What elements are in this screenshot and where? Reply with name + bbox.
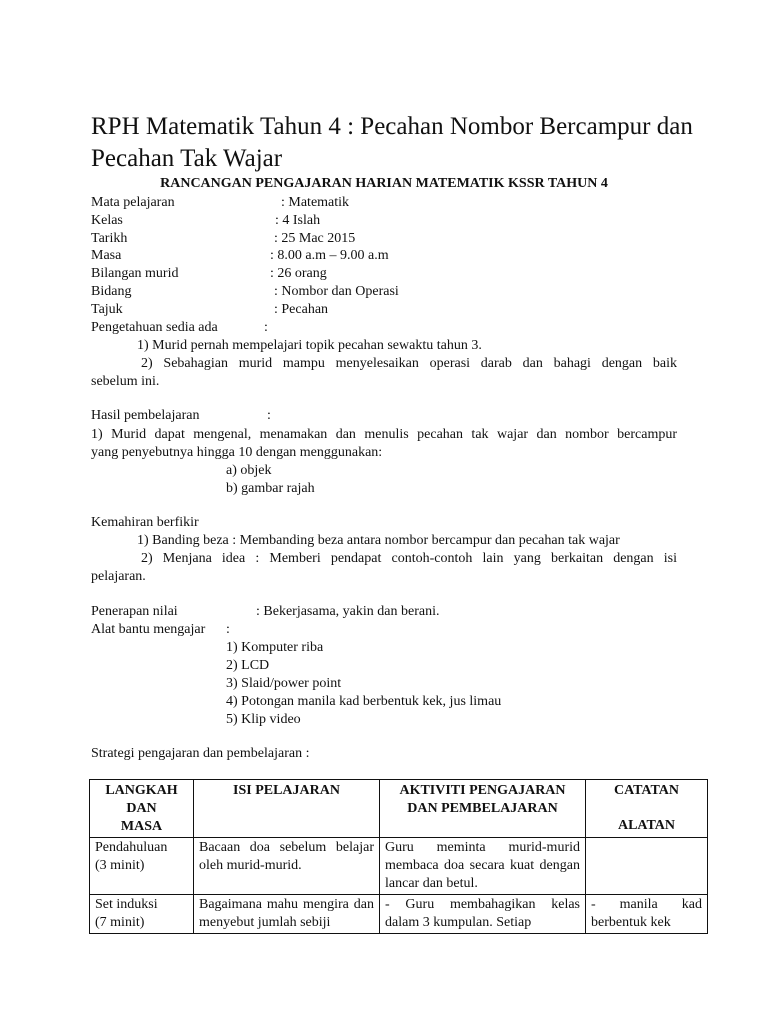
info-label-time: Masa	[91, 248, 122, 263]
thinking-skills-item-2: 2) Menjana idea : Memberi pendapat contoh-contoh lain yang berkaitan dengan isi	[141, 551, 677, 566]
info-value-time: : 8.00 a.m – 9.00 a.m	[270, 248, 389, 263]
title-line-2: Pecahan Tak Wajar	[91, 145, 283, 172]
aids-colon: :	[226, 622, 230, 637]
prior-knowledge-item-2-cont: sebelum ini.	[91, 374, 160, 389]
header-text: AKTIVITI PENGAJARAN	[399, 783, 566, 798]
cell-notes	[586, 895, 708, 934]
info-label-students: Bilangan murid	[91, 266, 179, 281]
table-row	[90, 838, 708, 895]
thinking-skills-item-2-cont: pelajaran.	[91, 569, 146, 584]
document-subtitle: RANCANGAN PENGAJARAN HARIAN MATEMATIK KSSR TAHUN 4	[160, 176, 608, 191]
activity-text: - Guru membahagikan kelas dalam 3 kumpulan. Setiap	[385, 897, 580, 930]
aids-item: 4) Potongan manila kad berbentuk kek, jus limau	[226, 694, 502, 709]
header-text: ALATAN	[617, 818, 676, 833]
content-text: Bagaimana mahu mengira dan menyebut jumlah sebiji	[199, 897, 374, 930]
outcomes-colon: :	[267, 408, 271, 423]
outcomes-line-2: yang penyebutnya hingga 10 dengan menggunakan:	[91, 445, 383, 460]
header-text: CATATAN	[613, 783, 680, 798]
content-text: Bacaan doa sebelum belajar oleh murid-murid.	[199, 840, 374, 873]
thinking-skills-item-1: 1) Banding beza : Membanding beza antara nombor bercampur dan pecahan tak wajar	[137, 533, 620, 548]
header-text: MASA	[120, 819, 163, 834]
cell-activity	[380, 838, 586, 895]
aids-item: 3) Slaid/power point	[226, 676, 342, 691]
cell-step	[90, 895, 194, 934]
prior-knowledge-label: Pengetahuan sedia ada	[91, 320, 218, 335]
header-text: ISI PELAJARAN	[233, 783, 340, 798]
aids-item: 5) Klip video	[226, 712, 301, 727]
outcomes-sub-b: b) gambar rajah	[226, 481, 315, 496]
header-notes-tools	[586, 780, 708, 838]
header-content	[194, 780, 380, 838]
prior-knowledge-colon: :	[264, 320, 268, 335]
aids-item: 1) Komputer riba	[226, 640, 324, 655]
aids-item: 2) LCD	[226, 658, 270, 673]
outcomes-sub-a: a) objek	[226, 463, 272, 478]
header-text: DAN PEMBELAJARAN	[407, 801, 558, 816]
values-value: : Bekerjasama, yakin dan berani.	[256, 604, 440, 619]
table-row	[90, 895, 708, 934]
step-name: Set induksi	[95, 897, 158, 912]
outcomes-label: Hasil pembelajaran	[91, 408, 200, 423]
cell-content	[194, 838, 380, 895]
strategy-table	[89, 779, 708, 934]
step-time: (3 minit)	[95, 858, 145, 873]
info-value-class: : 4 Islah	[275, 213, 321, 228]
document-title	[91, 111, 693, 175]
info-label-class: Kelas	[91, 213, 123, 228]
info-value-area: : Nombor dan Operasi	[274, 284, 399, 299]
step-time: (7 minit)	[95, 915, 145, 930]
info-label-subject: Mata pelajaran	[91, 195, 175, 210]
step-name: Pendahuluan	[95, 840, 168, 855]
cell-activity	[380, 895, 586, 934]
prior-knowledge-item-2: 2) Sebahagian murid mampu menyelesaikan operasi darab dan bahagi dengan baik	[141, 356, 677, 371]
title-line-1: RPH Matematik Tahun 4 : Pecahan Nombor Bercampur dan	[91, 113, 693, 140]
cell-notes	[586, 838, 708, 895]
strategy-label: Strategi pengajaran dan pembelajaran :	[91, 746, 310, 761]
values-label: Penerapan nilai	[91, 604, 178, 619]
info-value-topic: : Pecahan	[274, 302, 329, 317]
header-text: DAN	[126, 801, 157, 816]
info-value-students: : 26 orang	[270, 266, 327, 281]
info-label-date: Tarikh	[91, 231, 128, 246]
prior-knowledge-item-1: 1) Murid pernah mempelajari topik pecahan sewaktu tahun 3.	[137, 338, 482, 353]
info-value-date: : 25 Mac 2015	[274, 231, 356, 246]
activity-text: Guru meminta murid-murid membaca doa secara kuat dengan lancar dan betul.	[385, 840, 580, 891]
thinking-skills-label: Kemahiran berfikir	[91, 515, 199, 530]
info-value-subject: : Matematik	[281, 195, 350, 210]
cell-step	[90, 838, 194, 895]
table-header-row	[90, 780, 708, 838]
cell-content	[194, 895, 380, 934]
notes-text: - manila kad berbentuk kek	[591, 897, 702, 930]
info-label-area: Bidang	[91, 284, 132, 299]
header-step-time	[90, 780, 194, 838]
outcomes-line-1: 1) Murid dapat mengenal, menamakan dan menulis pecahan tak wajar dan nombor bercampur	[91, 427, 677, 442]
header-text: LANGKAH	[105, 783, 178, 798]
header-activity	[380, 780, 586, 838]
aids-label: Alat bantu mengajar	[91, 622, 206, 637]
info-label-topic: Tajuk	[91, 302, 123, 317]
